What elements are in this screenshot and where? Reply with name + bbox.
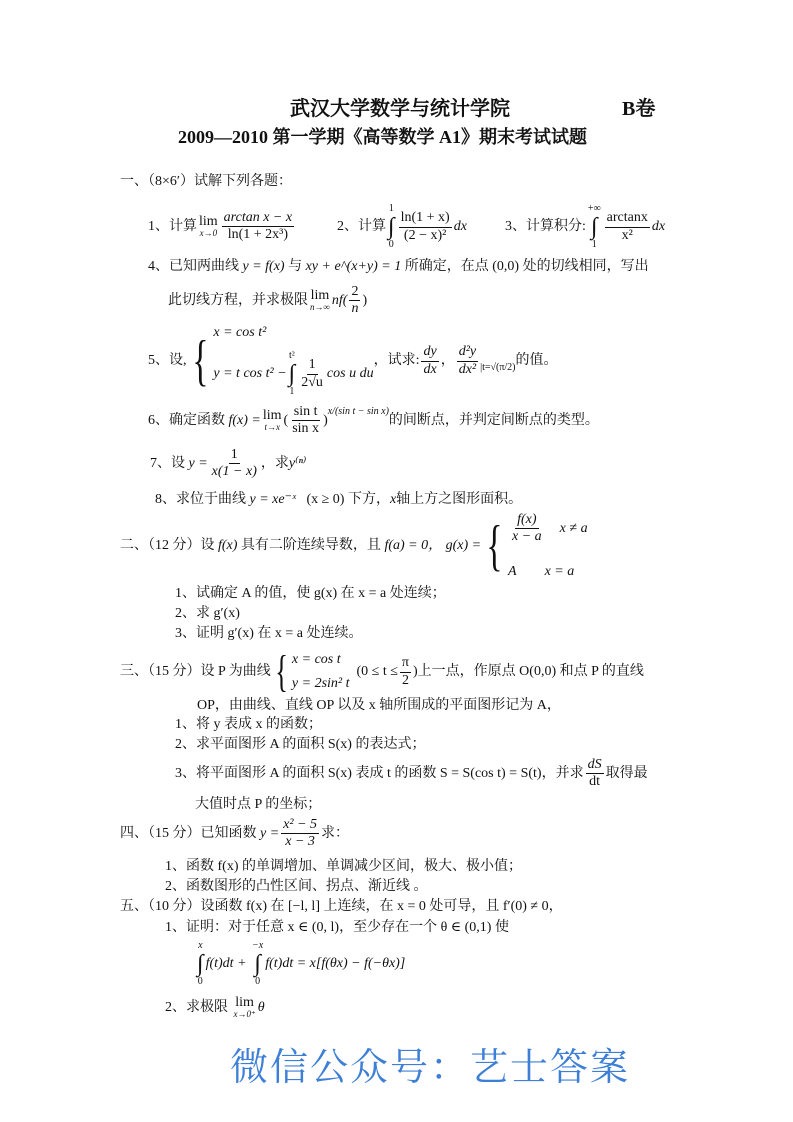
- math-text: 1: [307, 357, 318, 374]
- math-text: 2、求极限: [165, 999, 228, 1015]
- math-text: [508, 512, 588, 545]
- math-text: ∫: [254, 951, 261, 977]
- math-text: 此切线方程，并求极限: [168, 292, 308, 308]
- equation-system: [213, 325, 373, 397]
- math-text: ∫: [388, 214, 395, 240]
- math-text: ∫: [590, 214, 598, 240]
- fraction: [510, 512, 544, 545]
- math-text: x: [389, 492, 397, 507]
- question-4: [148, 259, 649, 275]
- fraction: [281, 817, 319, 850]
- question-7: [150, 447, 306, 480]
- math-text: lim: [262, 408, 282, 424]
- math-text: x² − 5: [281, 817, 319, 834]
- question-2: [337, 204, 467, 250]
- math-text: 2: [349, 284, 360, 301]
- section-3-item-3-continued: 大值时点 P 的坐标；: [195, 797, 322, 812]
- math-text: ln(1 + x): [399, 210, 452, 227]
- math-text: 1: [289, 386, 295, 397]
- math-text: x = cos t: [291, 652, 341, 667]
- math-text: x²: [621, 227, 633, 243]
- left-brace-icon: {: [191, 330, 209, 392]
- dx: dx: [453, 219, 467, 234]
- math-text: dx: [423, 361, 437, 377]
- math-text: [292, 652, 350, 692]
- section-3-item-1: 1、将 y 表成 x 的函数；: [175, 717, 322, 732]
- math-text: lim: [199, 214, 218, 230]
- math-text: 的值。: [515, 353, 558, 368]
- math-text: dt: [589, 774, 601, 790]
- section-3-heading: [120, 647, 644, 696]
- math-text: −x: [252, 940, 264, 951]
- math-text: f(x) =: [228, 412, 261, 428]
- integral-sign: [388, 204, 395, 250]
- math-text: x→0: [199, 228, 218, 239]
- math-text: y =: [260, 825, 280, 841]
- math-text: x = cos t²: [213, 325, 267, 340]
- math-text: 7、设: [150, 455, 185, 471]
- section-3-line-2: OP，由曲线、直线 OP 以及 x 轴所围成的平面图形记为 A，: [197, 698, 561, 713]
- math-text: 所确定，在点 (0,0) 处的切线相同，写出: [404, 259, 649, 274]
- limit: [234, 996, 256, 1019]
- math-text: dx²: [458, 361, 477, 377]
- math-text: arctan x − x: [222, 210, 294, 227]
- math-text: f(a) = 0，: [384, 538, 443, 553]
- math-text: n: [351, 301, 359, 317]
- math-text: ): [413, 664, 418, 679]
- section-4-item-1: 1、函数 f(x) 的单调增加、单调减少区间，极大、极小值；: [165, 859, 522, 874]
- section-4-item-2: 2、函数图形的凸性区间、拐点、渐近线 。: [165, 879, 428, 894]
- math-text: (x ≥ 0): [306, 492, 345, 507]
- math-text: x − 3: [285, 834, 315, 850]
- math-text: nf(: [331, 292, 348, 308]
- math-text: x − a: [512, 529, 542, 545]
- section-3-item-2: 2、求平面图形 A 的面积 S(x) 的表达式；: [175, 737, 426, 752]
- math-text: sin x: [292, 421, 320, 437]
- math-text: ，试求:: [373, 353, 420, 368]
- section-3-item-3: [175, 757, 648, 790]
- math-text: 3、将平面图形 A 的面积 S(x) 表成 t 的函数 S = S(cos t) = S(t)，并求: [175, 765, 584, 781]
- math-text: 4、已知两曲线: [148, 259, 239, 274]
- fraction: [299, 357, 325, 390]
- math-text: lim: [235, 995, 254, 1010]
- math-text: y = xe⁻ˣ: [249, 492, 296, 507]
- limit: [199, 215, 218, 238]
- math-text: d²y: [457, 344, 478, 361]
- math-text: 下方，: [347, 492, 390, 507]
- math-text: y = 2sin² t: [291, 676, 350, 691]
- fraction: [222, 210, 294, 243]
- math-text: (2 − x)²: [403, 227, 447, 243]
- math-text: x ≠ a: [559, 520, 588, 536]
- math-text: [508, 564, 588, 580]
- paper-version: B卷: [622, 98, 656, 120]
- math-text: 1: [229, 447, 240, 464]
- math-text: 上一点，作原点 O(0,0) 和点 P 的直线: [417, 664, 644, 679]
- math-text: (0 ≤ t ≤: [356, 664, 398, 679]
- fraction: [586, 757, 604, 790]
- math-text: n→∞: [310, 302, 330, 313]
- section-5-equation: [195, 941, 405, 987]
- math-text: 0: [197, 976, 203, 987]
- math-text: y = t cos t² −: [213, 366, 287, 381]
- math-text: f(t)dt = x[f(θx) − f(−θx)]: [265, 956, 406, 971]
- exam-subtitle: 2009—2010 第一学期《高等数学 A1》期末考试试题: [178, 127, 587, 147]
- math-text: 1: [591, 239, 597, 250]
- math-text: x→0⁺: [233, 1009, 256, 1019]
- math-text: 2: [401, 672, 409, 688]
- math-text: y = f(x): [242, 259, 285, 274]
- math-text: 三、（15 分）设 P 为曲线: [120, 664, 271, 679]
- fraction: [349, 284, 360, 317]
- math-text: y =: [188, 455, 208, 471]
- math-text: [213, 351, 373, 397]
- fraction: [210, 447, 259, 480]
- math-text: lim: [310, 288, 330, 304]
- math-text: |t=√(π/2): [480, 362, 516, 373]
- question-5: [148, 325, 558, 397]
- math-text: 6、确定函数: [148, 412, 225, 428]
- math-text: ，: [440, 353, 455, 368]
- math-text: f(x): [218, 538, 238, 553]
- math-text: dy: [421, 344, 438, 361]
- math-text: 轴上方之图形面积。: [396, 492, 523, 507]
- watermark: 微信公众号：艺士答案: [230, 1045, 631, 1089]
- section-5-heading: 五、（10 分）设函数 f(x) 在 [−l, l] 上连续，在 x = 0 处可导，且 f′(0) ≠ 0，: [120, 899, 563, 914]
- fraction: [399, 210, 452, 243]
- math-text: ∫: [197, 951, 204, 977]
- math-text: x(1 − x): [211, 464, 257, 480]
- section-5-item-1: 1、证明：对于任意 x ∈ (0, l)，至少存在一个 θ ∈ (0,1) 使: [165, 920, 509, 935]
- math-text: 1: [388, 203, 394, 214]
- integral: [197, 941, 204, 987]
- math-text: g(x) =: [445, 538, 482, 553]
- math-text: [508, 512, 588, 580]
- math-text: ): [362, 292, 368, 308]
- fraction: [290, 404, 321, 437]
- question-1: [148, 210, 296, 243]
- math-text: dS: [586, 757, 604, 774]
- math-text: x = a: [544, 564, 575, 579]
- math-text: sin t: [292, 404, 320, 421]
- math-text: arctanx: [605, 210, 650, 227]
- math-text: ln(1 + 2x³): [227, 227, 289, 243]
- math-text: f(x): [515, 512, 538, 529]
- math-text: 2√u: [301, 374, 323, 390]
- question-6: 6、确定函数 f(x) = lim t→x ( $\frac{\text{sin t}}{\text{sin x}}$ ) x/(sin t − sin x) 的间断点，并判定间断点的类型。: [148, 404, 599, 437]
- section-2-item-2: 2、求 g′(x): [175, 606, 240, 621]
- math-text: θ: [257, 999, 265, 1015]
- school-title: 武汉大学数学与统计学院: [290, 98, 510, 120]
- math-text: π: [400, 655, 411, 672]
- fraction: [457, 344, 478, 377]
- math-text: 求：: [321, 825, 350, 841]
- math-text: 的间断点，并判定间断点的类型。: [388, 412, 599, 428]
- limit: [263, 409, 282, 432]
- math-text: f(t)dt +: [205, 956, 247, 971]
- section-2-item-3: 3、证明 g′(x) 在 x = a 处连续。: [175, 626, 363, 641]
- q1-label: 1、计算: [148, 218, 197, 234]
- left-brace-icon: {: [486, 515, 503, 577]
- math-text: t²: [289, 350, 295, 361]
- limit: [310, 289, 330, 312]
- math-text: ，求: [260, 455, 289, 471]
- integral: [252, 941, 263, 987]
- math-text: 0: [388, 239, 394, 250]
- math-text: x: [198, 940, 203, 951]
- math-text: 与: [288, 259, 303, 274]
- math-text: 取得最: [605, 765, 648, 781]
- section-2-heading: [120, 512, 588, 580]
- fraction: [400, 655, 411, 688]
- section-2-item-1: 1、试确定 A 的值，使 g(x) 在 x = a 处连续；: [175, 586, 446, 601]
- section-5-item-2: [165, 996, 265, 1019]
- math-text: 0: [255, 976, 261, 987]
- fraction: [605, 210, 650, 243]
- section-1-heading: 一、（8×6′）试解下列各题：: [120, 174, 292, 189]
- question-4-continued: [168, 284, 367, 317]
- math-text: cos u du: [326, 366, 374, 381]
- math-text: 具有二阶连续导数，且: [240, 538, 381, 553]
- math-text: +∞: [587, 203, 601, 214]
- math-text: 8、求位于曲线: [155, 492, 246, 507]
- math-text: x/(sin t − sin x): [327, 406, 389, 417]
- fraction: [421, 344, 438, 377]
- q3-label: 3、计算积分:: [505, 219, 586, 234]
- math-text: y⁽ⁿ⁾: [288, 455, 307, 471]
- q2-label: 2、计算: [337, 219, 386, 234]
- integral-sign: [588, 204, 601, 250]
- section-4-heading: [120, 817, 349, 850]
- math-text: 5、设,: [148, 353, 187, 368]
- left-brace-icon: {: [275, 647, 288, 696]
- math-text: t→x: [264, 422, 280, 433]
- question-3: [505, 204, 665, 250]
- math-text: 四、（15 分）已知函数: [120, 825, 257, 841]
- math-text: ∫: [288, 361, 296, 387]
- math-text: xy + e^(x+y) = 1: [305, 259, 402, 274]
- question-8: [155, 492, 522, 508]
- dx: dx: [651, 219, 666, 234]
- math-text: A: [508, 564, 517, 579]
- math-text: 二、（12 分）设: [120, 538, 215, 553]
- integral: [289, 351, 296, 397]
